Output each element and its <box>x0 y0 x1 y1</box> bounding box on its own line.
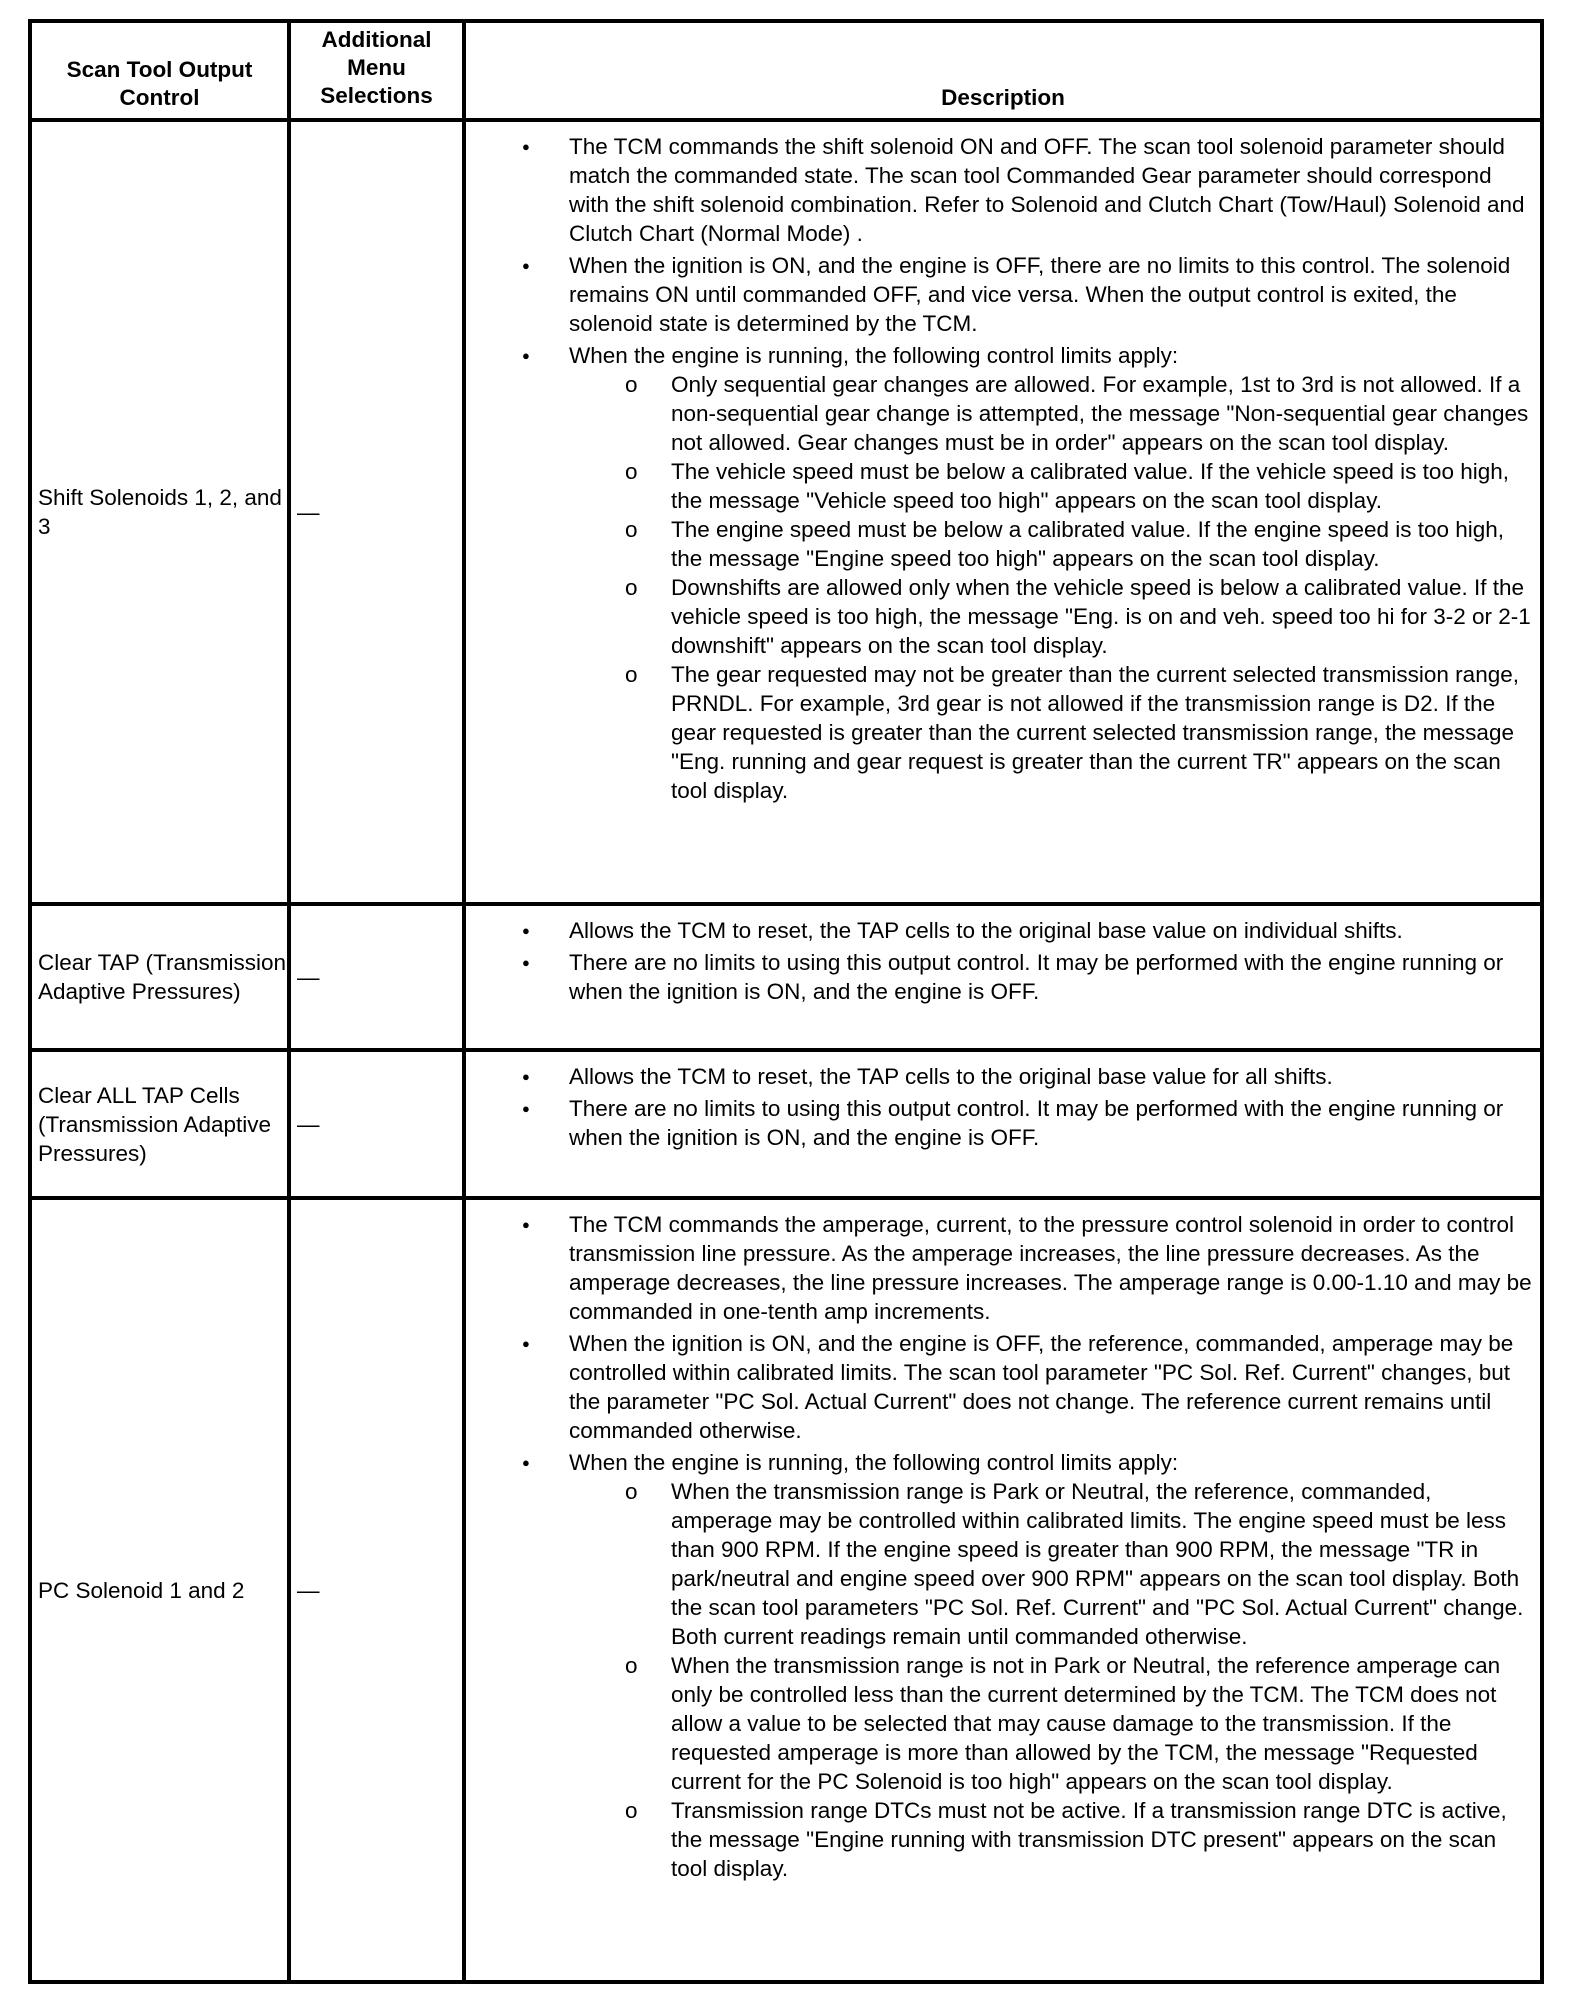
menu-selections: — <box>289 904 464 1050</box>
control-name: Clear TAP (Transmission Adaptive Pressures) <box>30 904 289 1050</box>
bullet-text: When the ignition is ON, and the engine is OFF, there are no limits to this control. The solenoid remains ON until commanded OFF, and vice versa. When the output control is exited, the solenoid state is determined by the TCM. <box>569 253 1511 336</box>
sub-bullet-item: o The gear requested may not be greater than the current selected transmission range, PRNDL. For example, 3rd gear is not allowed if the transmission range is D2. If the gear requested is greater than the current selected transmission range, the message "Eng. running and gear request is greater than the current TR" appears on the scan tool display. <box>466 660 1536 805</box>
bullet-text: There are no limits to using this output control. It may be performed with the engine running or when the ignition is ON, and the engine is OFF. <box>569 1096 1504 1150</box>
bullet-item <box>466 341 1540 805</box>
bullet-item <box>466 1094 1540 1152</box>
header-description: Description <box>464 21 1542 120</box>
description <box>464 1198 1542 1982</box>
bullet-item <box>466 1329 1540 1445</box>
bullet-text: There are no limits to using this output control. It may be performed with the engine running or when the ignition is ON, and the engine is OFF. <box>569 950 1504 1004</box>
bullet-text: Allows the TCM to reset, the TAP cells to the original base value for all shifts. <box>569 1064 1333 1089</box>
bullet-item <box>466 132 1540 248</box>
table-row <box>30 120 1542 904</box>
bullet-text: When the ignition is ON, and the engine is OFF, the reference, commanded, amperage may be controlled within calibrated limits. The scan tool parameter "PC Sol. Ref. Current" changes, but the parameter "PC Sol. Actual Current" does not change. The reference current remains until commanded otherwise. <box>569 1331 1514 1443</box>
bullet-text: The TCM commands the shift solenoid ON and OFF. The scan tool solenoid parameter should match the commanded state. The scan tool Commanded Gear parameter should correspond with the shift solenoid combination. Refer to Solenoid and Clutch Chart (Tow/Haul) Solenoid and Clutch Chart (Normal Mode) . <box>569 134 1525 246</box>
menu-selections: — <box>289 1050 464 1198</box>
menu-selections: — <box>289 120 464 904</box>
sub-bullet-item: o The vehicle speed must be below a calibrated value. If the vehicle speed is too high, the message "Vehicle speed too high" appears on the scan tool display. <box>466 457 1536 515</box>
scan-tool-output-control-table <box>28 19 1544 1984</box>
bullet-item <box>466 1062 1540 1091</box>
description <box>464 1050 1542 1198</box>
bullet-text: Allows the TCM to reset, the TAP cells to the original base value on individual shifts. <box>569 918 1403 943</box>
menu-selections: — <box>289 1198 464 1982</box>
sub-bullet-item: o Only sequential gear changes are allowed. For example, 1st to 3rd is not allowed. If a non-sequential gear change is attempted, the message "Non-sequential gear changes not allowed. Gear changes must be in order" appears on the scan tool display. <box>466 370 1536 457</box>
bullet-item <box>466 1448 1540 1883</box>
sub-bullet-item: o Transmission range DTCs must not be active. If a transmission range DTC is active, the message "Engine running with transmission DTC present" appears on the scan tool display. <box>466 1796 1536 1883</box>
sub-bullet-item: o When the transmission range is Park or Neutral, the reference, commanded, amperage may be controlled within calibrated limits. The engine speed must be less than 900 RPM. If the engine speed is greater than 900 RPM, the message "TR in park/neutral and engine speed over 900 RPM" appears on the scan tool display. Both the scan tool parameters "PC Sol. Ref. Current" and "PC Sol. Actual Current" change. Both current readings remain until commanded otherwise. <box>466 1477 1536 1651</box>
sub-bullet-item: o Downshifts are allowed only when the vehicle speed is below a calibrated value. If the vehicle speed is too high, the message "Eng. is on and veh. speed too hi for 3-2 or 2-1 downshift" appears on the scan tool display. <box>466 573 1536 660</box>
bullet-text: When the engine is running, the following control limits apply: <box>569 1450 1179 1475</box>
control-name: Shift Solenoids 1, 2, and 3 <box>30 120 289 904</box>
bullet-item <box>466 1210 1540 1326</box>
bullet-text: The TCM commands the amperage, current, to the pressure control solenoid in order to control transmission line pressure. As the amperage increases, the line pressure decreases. As the amperage decreases, the line pressure increases. The amperage range is 0.00-1.10 and may be commanded in one-tenth amp increments. <box>569 1212 1532 1324</box>
description <box>464 904 1542 1050</box>
table-row <box>30 1050 1542 1198</box>
control-name: PC Solenoid 1 and 2 <box>30 1198 289 1982</box>
bullet-item <box>466 916 1540 945</box>
header-control: Scan Tool Output Control <box>30 21 289 120</box>
bullet-text: When the engine is running, the following control limits apply: <box>569 343 1179 368</box>
header-menu: Additional Menu Selections <box>289 21 464 120</box>
bullet-item <box>466 948 1540 1006</box>
control-name: Clear ALL TAP Cells (Transmission Adaptive Pressures) <box>30 1050 289 1198</box>
bullet-item <box>466 251 1540 338</box>
sub-bullet-item: o When the transmission range is not in Park or Neutral, the reference amperage can only be controlled less than the current determined by the TCM. The TCM does not allow a value to be selected that may cause damage to the transmission. If the requested amperage is more than allowed by the TCM, the message "Requested current for the PC Solenoid is too high" appears on the scan tool display. <box>466 1651 1536 1796</box>
description <box>464 120 1542 904</box>
sub-bullet-item: o The engine speed must be below a calibrated value. If the engine speed is too high, the message "Engine speed too high" appears on the scan tool display. <box>466 515 1536 573</box>
table-row <box>30 1198 1542 1982</box>
table-row <box>30 904 1542 1050</box>
